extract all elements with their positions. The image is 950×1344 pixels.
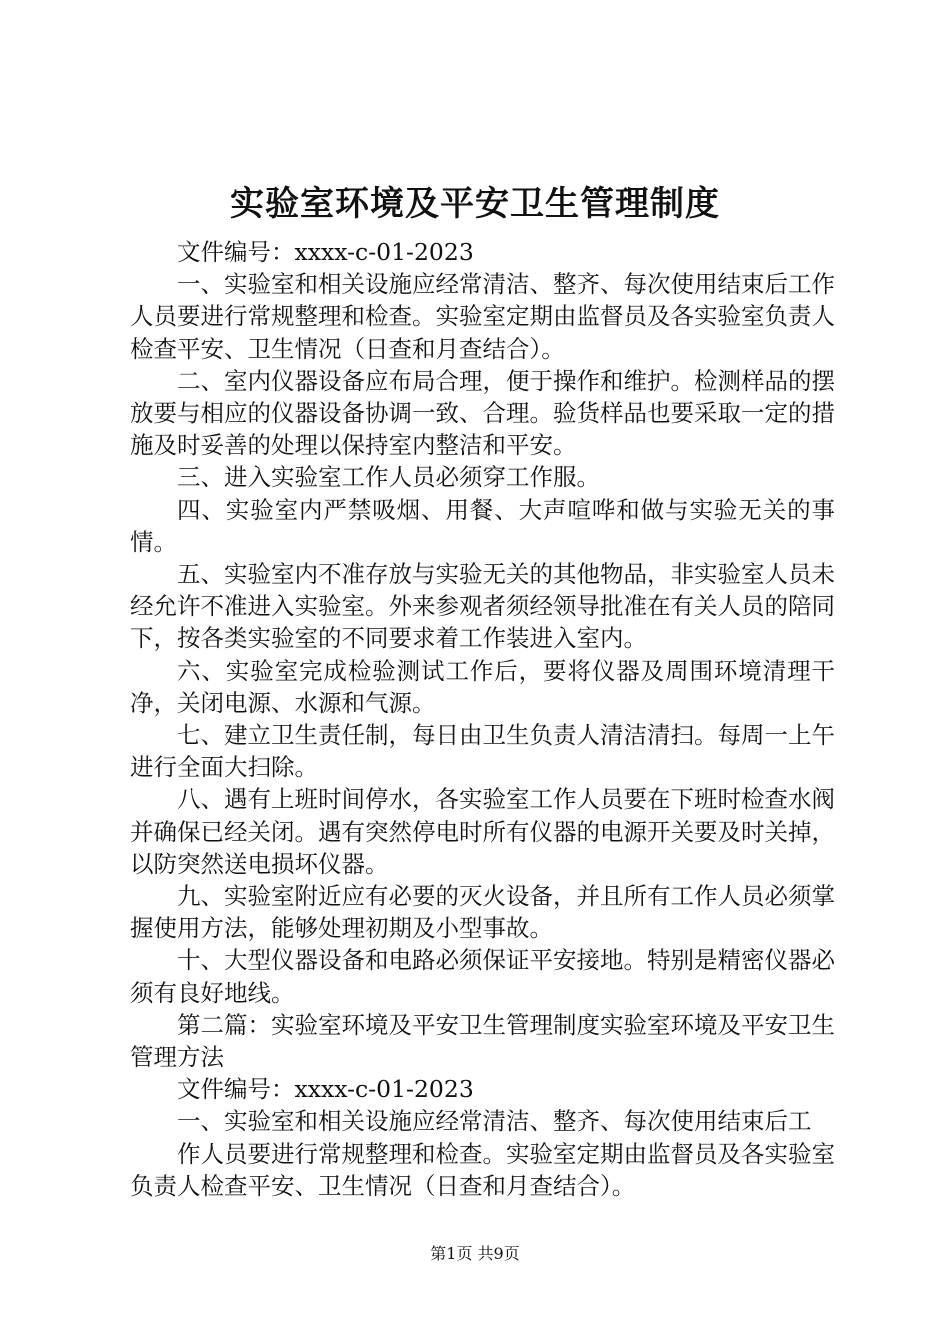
paragraph-6: 六、实验室完成检验测试工作后，要将仪器及周围环境清理干净，关闭电源、水源和气源。: [130, 656, 835, 717]
paragraph-9: 九、实验室附近应有必要的灭火设备，并且所有工作人员必须掌握使用方法，能够处理初期及小型事故。: [130, 882, 835, 943]
paragraph-2-1-start: 一、实验室和相关设施应经常清洁、整齐、每次使用结束后工: [177, 1107, 812, 1136]
section-two-heading: 第二篇：实验室环境及平安卫生管理制度实验室环境及平安卫生管理方法: [130, 1010, 835, 1072]
paragraph-7: 七、建立卫生责任制，每日由卫生负责人清洁清扫。每周一上午进行全面大扫除。: [130, 721, 835, 782]
paragraph-3: 三、进入实验室工作人员必须穿工作服。: [177, 463, 600, 492]
page-footer: 第1页 共9页: [430, 1244, 520, 1263]
paragraph-2-1-cont: 作人员要进行常规整理和检查。实验室定期由监督员及各实验室负责人检查平安、卫生情况（日查和月查结合）。: [130, 1139, 835, 1200]
paragraph-1: 一、实验室和相关设施应经常清洁、整齐、每次使用结束后工作人员要进行常规整理和检查。实验室定期由监督员及各实验室负责人检查平安、卫生情况（日查和月查结合）。: [130, 270, 835, 363]
document-body: [130, 236, 835, 1202]
paragraph-8: 八、遇有上班时间停水，各实验室工作人员要在下班时检查水阀并确保已经关闭。遇有突然停电时所有仪器的电源开关要及时关掉，以防突然送电损坏仪器。: [130, 785, 835, 878]
paragraph-4: 四、实验室内严禁吸烟、用餐、大声喧哗和做与实验无关的事情。: [130, 495, 835, 556]
document-title: 实验室环境及平安卫生管理制度: [230, 184, 720, 224]
file-number: 文件编号：xxxx-c-01-2023: [177, 238, 474, 266]
paragraph-2: 二、室内仪器设备应布局合理，便于操作和维护。检测样品的摆放要与相应的仪器设备协调一致、合理。验货样品也要采取一定的措施及时妥善的处理以保持室内整洁和平安。: [130, 366, 835, 460]
paragraph-10: 十、大型仪器设备和电路必须保证平安接地。特别是精密仪器必须有良好地线。: [130, 946, 835, 1007]
file-number-2: 文件编号：xxxx-c-01-2023: [177, 1075, 474, 1104]
paragraph-5: 五、实验室内不准存放与实验无关的其他物品，非实验室人员未经允许不准进入实验室。外来参观者须经领导批准在有关人员的陪同下，按各类实验室的不同要求着工作装进入室内。: [130, 560, 835, 653]
